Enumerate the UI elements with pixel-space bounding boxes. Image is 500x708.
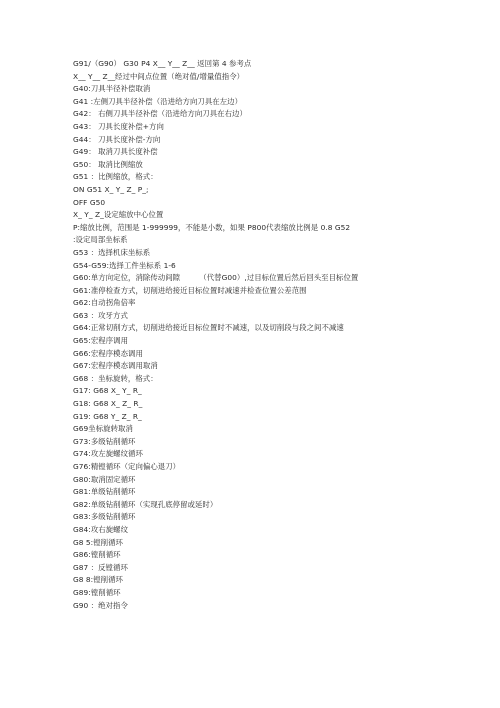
text-line: G19: G68 Y_ Z_ R_ — [73, 411, 142, 421]
text-line: G60:单方向定位，消除传动间隙 （代替G00）,过目标位置后然后回头至目标位置 — [73, 273, 359, 283]
text-line: G41 :左侧刀具半径补偿（沿进给方向刀具在左边） — [73, 96, 243, 106]
text-line: G42： 右侧刀具半径补偿（沿进给方向刀具在右边） — [73, 109, 247, 119]
text-line: G51 ：比例缩放，格式： — [73, 172, 158, 182]
text-line: G73:多级钻削循环 — [73, 436, 136, 446]
text-line: G53 ：选择机床坐标系 — [73, 247, 151, 257]
text-line: G18: G68 X_ Z_ R_ — [73, 399, 143, 409]
text-line: G49： 取消刀具长度补偿 — [73, 147, 158, 157]
document-body — [73, 58, 483, 612]
text-line: G67:宏程序模态调用取消 — [73, 361, 158, 371]
text-line: G86:镗削循环 — [73, 550, 121, 560]
text-line: G66:宏程序模态调用 — [73, 348, 143, 358]
text-line: OFF G50 — [73, 197, 106, 207]
text-line: G65:宏程序调用 — [73, 336, 129, 346]
text-line: G69坐标旋转取消 — [73, 424, 133, 434]
text-line: X_ Y_ Z_设定缩放中心位置 — [73, 210, 164, 220]
text-line: G63 ：攻牙方式 — [73, 310, 128, 320]
text-line: G74:攻左旋螺纹循环 — [73, 449, 143, 459]
text-line: G76:精镗循环（定向偏心退刀） — [73, 462, 181, 471]
text-line: G8 5:镗削循环 — [73, 537, 123, 547]
text-line: G91/（G90） G30 P4 X__ Y__ Z__ 返回第 4 参考点 — [73, 59, 252, 68]
text-line: G43： 刀具长度补偿+方向 — [73, 121, 164, 131]
text-line: G90 ：绝对指令 — [73, 600, 128, 610]
text-line: G81:单级钻削循环 — [73, 487, 136, 497]
text-line: G64:正常切削方式，切削进给接近目标位置时不减速，以及切削段与段之间不减速 — [73, 323, 344, 333]
text-line: G54-G59:选择工件坐标系 1-6 — [73, 260, 176, 270]
text-line: G80:取消固定循环 — [73, 474, 136, 484]
text-line: G40:刀具半径补偿取消 — [73, 84, 151, 94]
text-line: G89:镗削循环 — [73, 587, 121, 597]
text-line: G87 ：反镗循环 — [73, 562, 128, 572]
text-line: P:缩放比例，范围是 1-999999，不能是小数，如果 P800代表缩放比例是 0.8 G52 — [73, 222, 351, 232]
text-line: :设定局部坐标系 — [73, 235, 128, 245]
text-line: G61:准停检查方式，切削进给接近目标位置时减速并检查位置公差范围 — [73, 285, 307, 295]
text-line: G84:攻右旋螺纹 — [73, 524, 129, 534]
text-line: G44： 刀具长度补偿-方向 — [73, 134, 161, 144]
text-line: G8 8:镗削循环 — [73, 575, 123, 585]
text-line: G68 ：坐标旋转，格式： — [73, 373, 158, 383]
text-line: G62:自动拐角倍率 — [73, 298, 136, 308]
text-line: ON G51 X_ Y_ Z_ P_; — [73, 184, 149, 194]
text-line: G17: G68 X_ Y_ R_ — [73, 386, 142, 396]
text-line: X__ Y__ Z__经过中间点位置（绝对值/增量值指令） — [73, 71, 245, 81]
text-line: G50： 取消比例缩放 — [73, 159, 143, 169]
text-line: G83:多级钻削循环 — [73, 512, 136, 522]
text-line: G82:单级钻削循环（实现孔底停留或延时） — [73, 499, 218, 509]
